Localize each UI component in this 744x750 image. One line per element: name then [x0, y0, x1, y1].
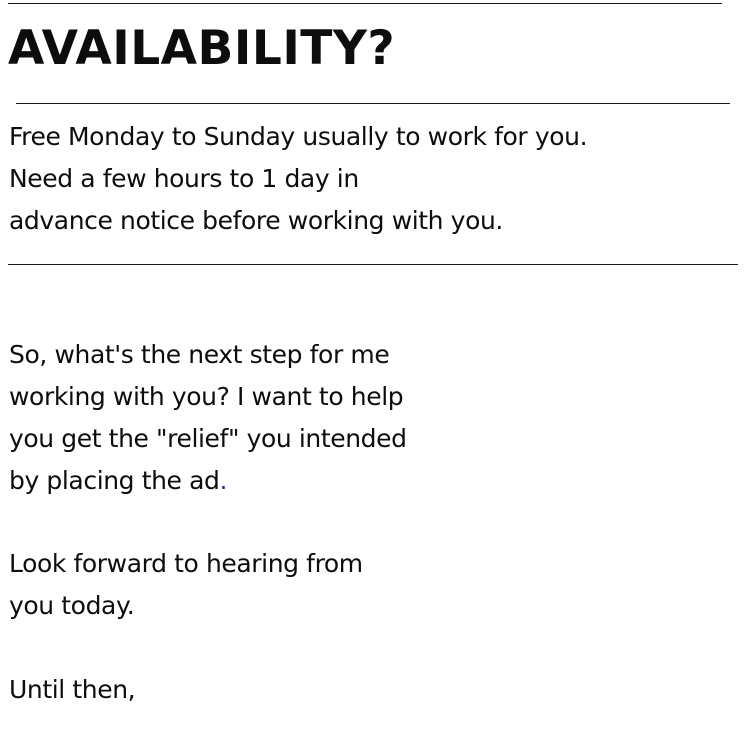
page-title: AVAILABILITY?	[8, 21, 396, 76]
next-step-paragraph	[9, 334, 407, 502]
section-divider	[8, 264, 738, 265]
closing-paragraph	[9, 543, 363, 627]
next-step-line-text: by placing the ad	[9, 466, 220, 495]
availability-paragraph	[9, 116, 587, 242]
next-step-line: working with you? I want to help	[9, 382, 404, 411]
top-divider	[8, 3, 722, 4]
signoff-line: Until then,	[9, 675, 136, 704]
next-step-line: So, what's the next step for me	[9, 340, 390, 369]
heading-divider	[16, 103, 730, 104]
period-mark: .	[219, 466, 228, 495]
closing-line: you today.	[9, 591, 135, 620]
availability-line: Need a few hours to 1 day in	[9, 164, 359, 193]
next-step-line: you get the "relief" you intended	[9, 424, 407, 453]
availability-line: Free Monday to Sunday usually to work for you.	[9, 122, 588, 151]
closing-line: Look forward to hearing from	[9, 549, 363, 578]
next-step-line-last	[9, 460, 407, 502]
availability-line: advance notice before working with you.	[9, 206, 503, 235]
signoff-paragraph	[9, 669, 135, 711]
